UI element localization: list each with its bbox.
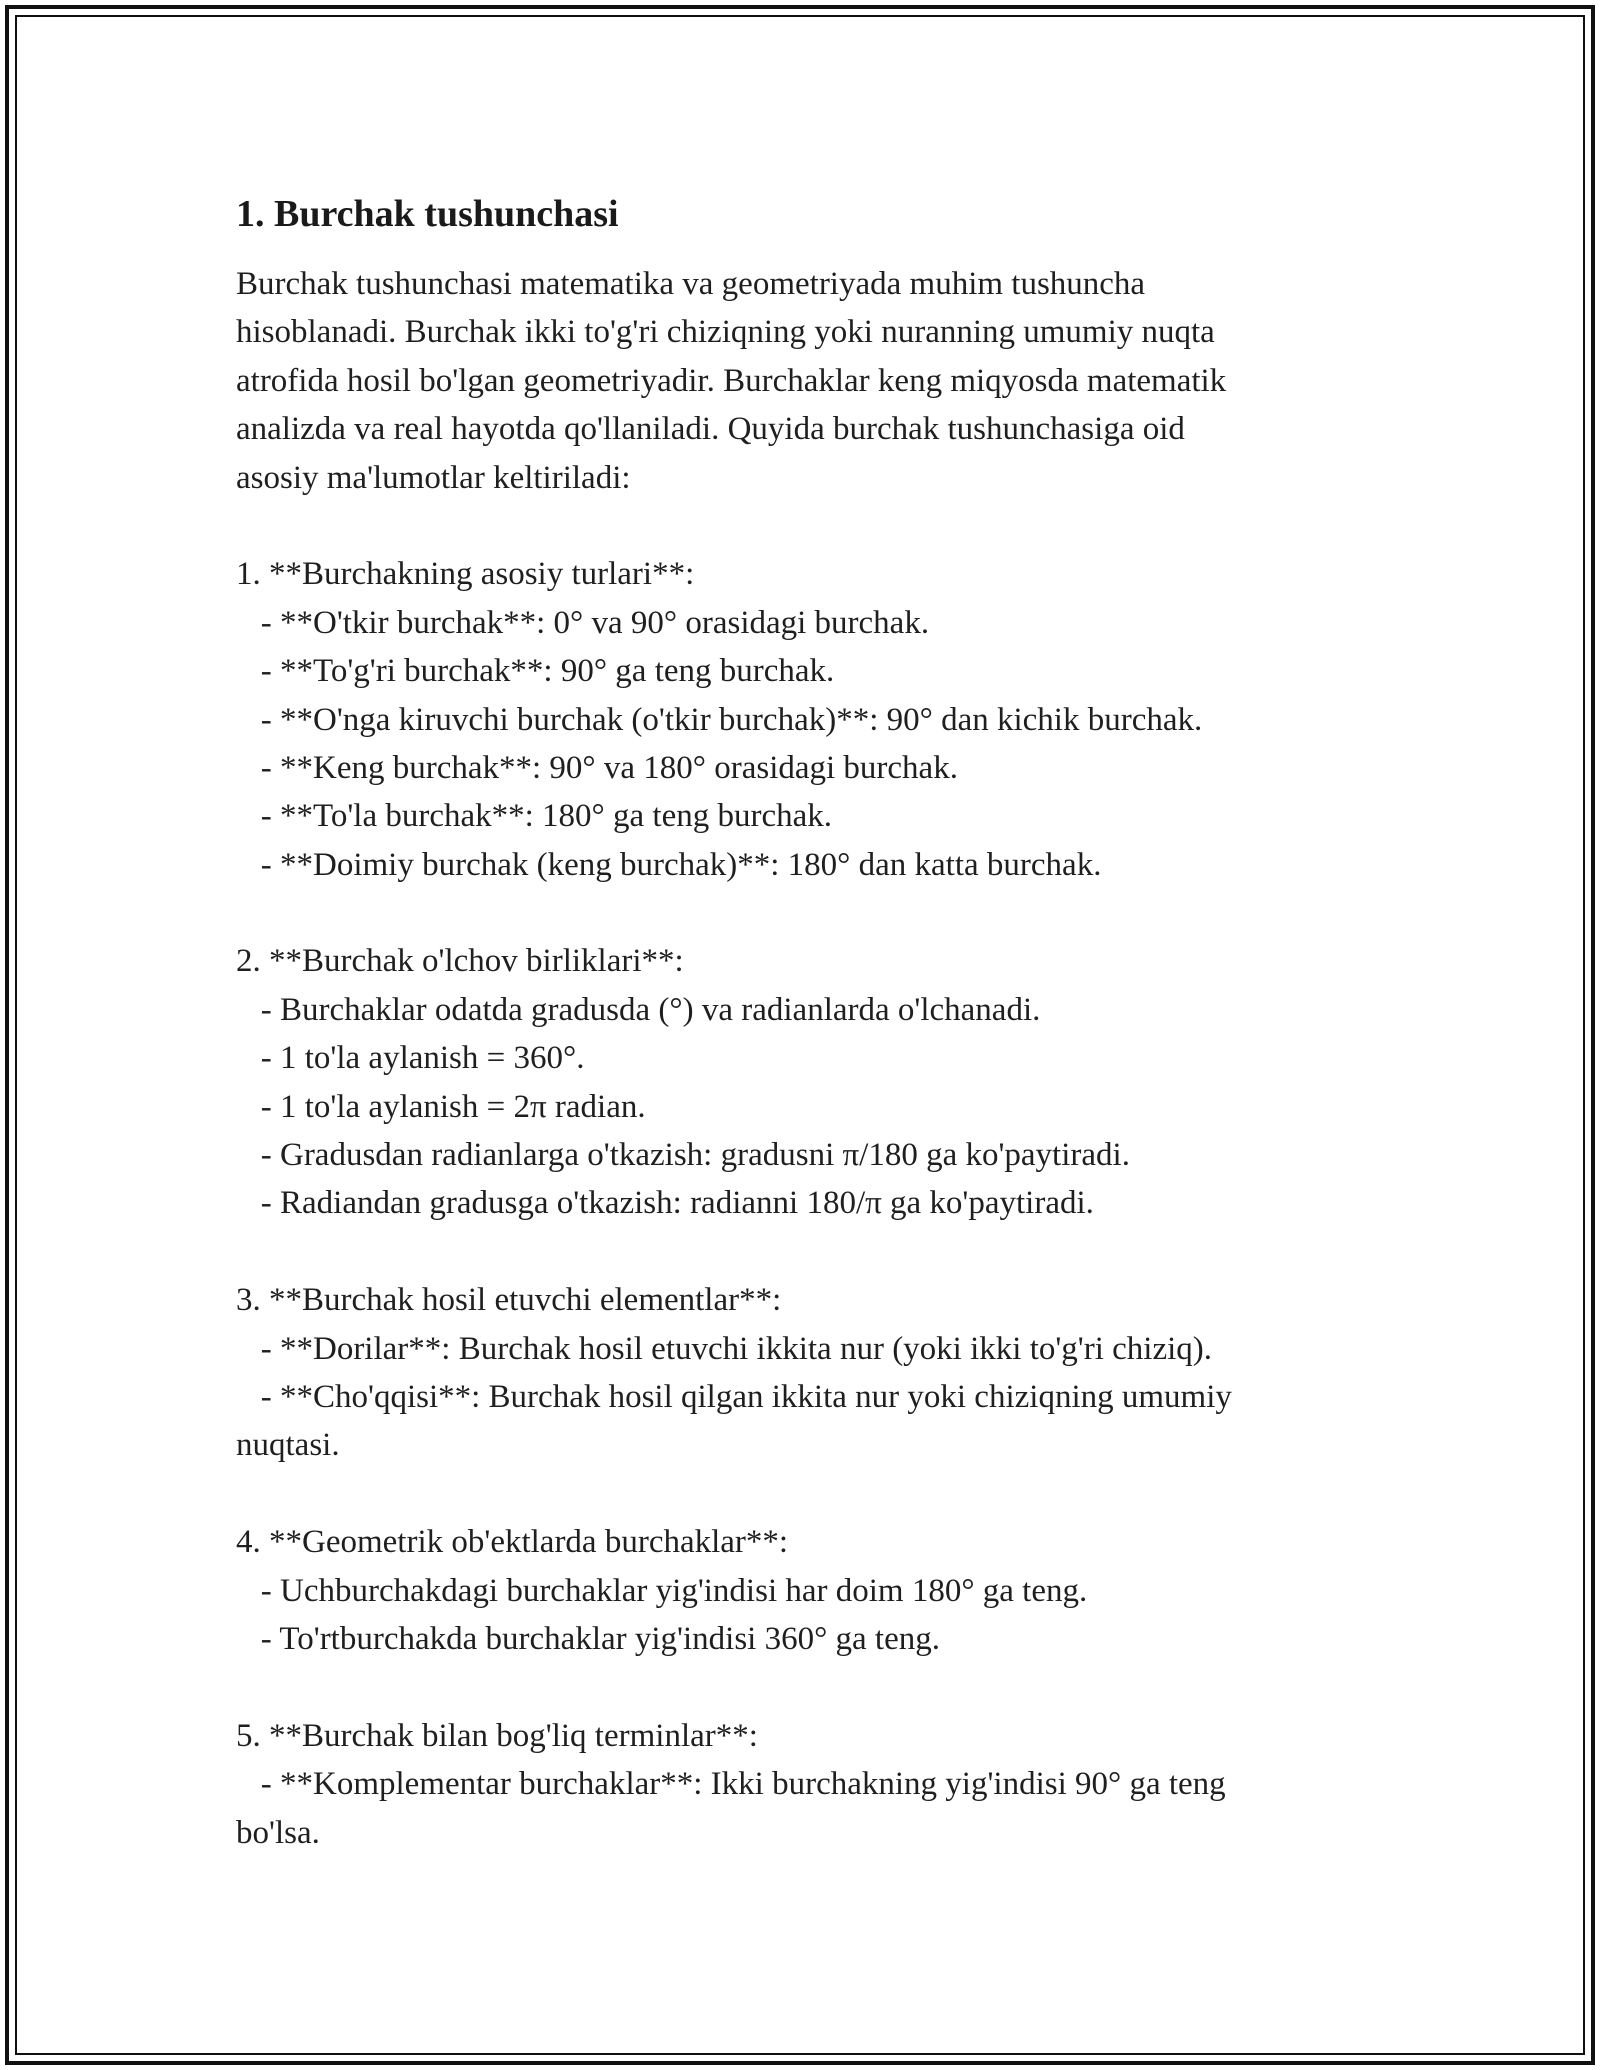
text-line: - **To'la burchak**: 180° ga teng burchak.	[236, 798, 832, 835]
text-line: - **Dorilar**: Burchak hosil etuvchi ikkita nur (yoki ikki to'g'ri chiziq).	[236, 1330, 1213, 1367]
blank-line	[236, 502, 1386, 550]
text-line: nuqtasi.	[236, 1427, 340, 1464]
text-line: 4. **Geometrik ob'ektlarda burchaklar**:	[236, 1524, 789, 1561]
text-line: 3. **Burchak hosil etuvchi elementlar**:	[236, 1282, 782, 1319]
text-line: bo'lsa.	[236, 1814, 320, 1851]
text-line: Burchak tushunchasi matematika va geometriyada muhim tushuncha	[236, 266, 1146, 302]
text-line: - Uchburchakdagi burchaklar yig'indisi har doim 180° ga teng.	[236, 1572, 1088, 1609]
text-line: asosiy ma'lumotlar keltiriladi:	[236, 459, 631, 496]
text-line: - **Keng burchak**: 90° va 180° orasidagi burchak.	[236, 749, 958, 786]
text-line: - **To'g'ri burchak**: 90° ga teng burchak.	[236, 653, 835, 690]
text-line: - **Doimiy burchak (keng burchak)**: 180° dan katta burchak.	[236, 846, 1102, 883]
blank-line	[236, 889, 1386, 937]
blank-line	[236, 1470, 1386, 1518]
text-line: - 1 to'la aylanish = 360°.	[236, 1040, 585, 1077]
text-line: 5. **Burchak bilan bog'liq terminlar**:	[236, 1717, 758, 1754]
text-line: - 1 to'la aylanish = 2π radian.	[236, 1088, 646, 1125]
text-line: 2. **Burchak o'lchov birliklari**:	[236, 943, 684, 980]
text-line: - Radiandan gradusga o'tkazish: radianni 180/π ga ko'paytiradi.	[236, 1185, 1094, 1222]
text-line: - **O'tkir burchak**: 0° va 90° orasidagi burchak.	[236, 604, 930, 641]
text-line: analizda va real hayotda qo'llaniladi. Quyida burchak tushunchasiga oid	[236, 411, 1185, 448]
text-line: atrofida hosil bo'lgan geometriyadir. Burchaklar keng miqyosda matematik	[236, 362, 1227, 399]
text-line: - To'rtburchakda burchaklar yig'indisi 360° ga teng.	[236, 1620, 940, 1657]
blank-line	[236, 1663, 1386, 1711]
text-line: - **Komplementar burchaklar**: Ikki burchakning yig'indisi 90° ga teng	[236, 1766, 1226, 1803]
text-line: 1. **Burchakning asosiy turlari**:	[236, 556, 695, 593]
document-title: 1. Burchak tushunchasi	[236, 193, 619, 235]
blank-line	[236, 1228, 1386, 1276]
document-content	[236, 188, 1386, 1857]
text-line: - **O'nga kiruvchi burchak (o'tkir burchak)**: 90° dan kichik burchak.	[236, 701, 1203, 738]
document-body	[236, 260, 1386, 1857]
text-line: hisoblanadi. Burchak ikki to'g'ri chiziqning yoki nuranning umumiy nuqta	[236, 314, 1215, 351]
text-line: - **Cho'qqisi**: Burchak hosil qilgan ikkita nur yoki chiziqning umumiy	[236, 1378, 1232, 1415]
text-line: - Gradusdan radianlarga o'tkazish: gradusni π/180 ga ko'paytiradi.	[236, 1137, 1130, 1174]
text-line: - Burchaklar odatda gradusda (°) va radianlarda o'lchanadi.	[236, 991, 1041, 1028]
